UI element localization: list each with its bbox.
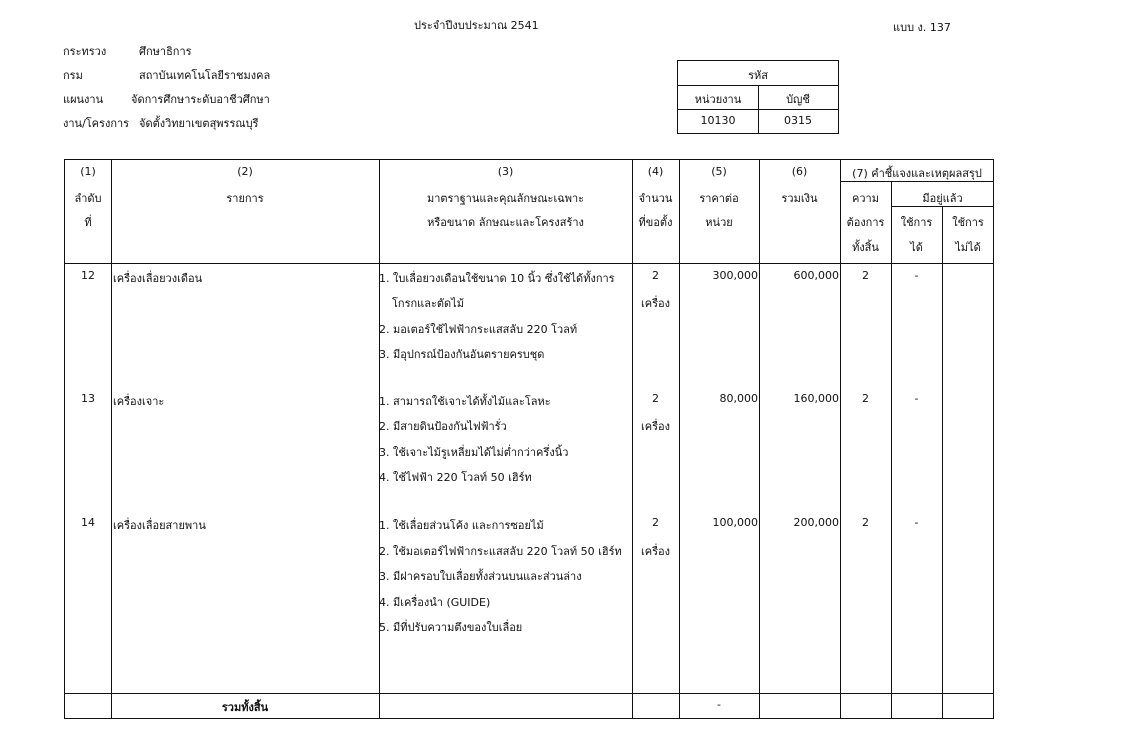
item-usable: - <box>914 516 919 529</box>
item-total: 200,000 <box>793 516 839 529</box>
col-qty-label: จำนวน <box>638 192 673 205</box>
item-spec-line: 1. สามารถใช้เจาะได้ทั้งไม้และโลหะ <box>379 395 551 408</box>
col-price-label: ราคาต่อ <box>699 192 739 205</box>
item-spec-line: 5. มีที่ปรับความตึงของใบเลื่อย <box>379 621 523 634</box>
item-unit-price: 300,000 <box>712 269 758 282</box>
item-spec-line: 2. มีสายดินป้องกันไฟฟ้ารั่ว <box>379 420 507 433</box>
need-label: ความ <box>852 192 879 205</box>
item-spec-line: 3. ใช้เจาะไม้รูเหลี่ยมได้ไม่ต่ำกว่าครึ่งนิ้ว <box>379 446 569 459</box>
item-number: 13 <box>81 392 95 405</box>
usable-label: ใช้การ <box>900 216 933 229</box>
item-need: 2 <box>862 392 869 405</box>
item-name: เครื่องเลื่อยสายพาน <box>113 519 206 532</box>
item-spec-line: 1. ใช้เลื่อยส่วนโค้ง และการซอยไม้ <box>379 519 544 532</box>
col-no-label-2: ที่ <box>84 216 92 229</box>
item-spec-line: 3. มีฝาครอบใบเลื่อยทั้งส่วนบนและส่วนล่าง <box>379 570 582 583</box>
agency-code-value: 10130 <box>700 114 736 127</box>
item-name: เครื่องเลื่อยวงเดือน <box>113 272 203 285</box>
item-total: 160,000 <box>793 392 839 405</box>
unusable-label-2: ไม่ได้ <box>955 241 981 254</box>
ministry-label: กระทรวง <box>63 45 107 58</box>
item-usable: - <box>914 392 919 405</box>
item-spec-line: 4. มีเครื่องนำ (GUIDE) <box>379 596 491 609</box>
code-box <box>677 60 839 134</box>
unusable-label: ใช้การ <box>952 216 984 229</box>
account-code-label: บัญชี <box>786 93 810 106</box>
account-code-value: 0315 <box>784 114 812 127</box>
col-number-7: (7) คำชี้แจงและเหตุผลสรุป <box>852 167 982 180</box>
agency-code-label: หน่วยงาน <box>694 93 742 106</box>
col-number-6: (6) <box>791 165 808 178</box>
department-value: สถาบันเทคโนโลยีราชมงคล <box>139 69 271 82</box>
plan-value: จัดการศึกษาระดับอาชีวศึกษา <box>131 93 270 106</box>
item-qty: 2 <box>652 516 659 529</box>
item-total: 600,000 <box>793 269 839 282</box>
item-unit: เครื่อง <box>640 420 670 433</box>
department-label: กรม <box>63 69 83 82</box>
item-spec-line: โกรกและตัดไม้ <box>392 297 464 310</box>
col-number-2: (2) <box>237 165 253 178</box>
code-title: รหัส <box>748 69 768 82</box>
col-spec-label: มาตราฐานและคุณลักษณะเฉพาะ <box>426 192 585 205</box>
item-need: 2 <box>862 269 869 282</box>
item-unit-price: 80,000 <box>719 392 758 405</box>
budget-table <box>64 159 994 719</box>
plan-label: แผนงาน <box>63 93 104 106</box>
need-label-3: ทั้งสิ้น <box>852 241 879 254</box>
col-number-5: (5) <box>711 165 727 178</box>
col-total-label: รวมเงิน <box>781 192 818 205</box>
need-label-2: ต้องการ <box>846 216 885 229</box>
col-no-label: ลำดับ <box>74 192 102 205</box>
item-usable: - <box>914 269 919 282</box>
item-unit: เครื่อง <box>640 297 670 310</box>
item-spec-line: 2. ใช้มอเตอร์ไฟฟ้ากระแสสลับ 220 โวลท์ 50 เฮิร์ท <box>379 545 622 558</box>
item-number: 12 <box>81 269 95 282</box>
col-item-label: รายการ <box>226 192 264 205</box>
ministry-value: ศึกษาธิการ <box>139 45 192 58</box>
col-number-1: (1) <box>80 165 96 178</box>
grand-total-price: - <box>717 698 721 711</box>
project-label: งาน/โครงการ <box>63 117 130 130</box>
item-spec-line: 4. ใช้ไฟฟ้า 220 โวลท์ 50 เฮิร์ท <box>379 471 532 484</box>
usable-label-2: ได้ <box>910 241 923 254</box>
item-unit: เครื่อง <box>640 545 670 558</box>
item-qty: 2 <box>652 392 659 405</box>
item-spec-line: 2. มอเตอร์ใช้ไฟฟ้ากระแสสลับ 220 โวลท์ <box>379 323 578 336</box>
item-name: เครื่องเจาะ <box>113 395 165 408</box>
grand-total-label: รวมทั้งสิ้น <box>221 701 269 714</box>
form-code: แบบ ง. 137 <box>893 21 951 34</box>
item-unit-price: 100,000 <box>712 516 758 529</box>
item-spec-line: 1. ใบเลื่อยวงเดือนใช้ขนาด 10 นิ้ว ซึ่งใช้ได้ทั้งการ <box>379 272 615 285</box>
project-value: จัดตั้งวิทยาเขตสุพรรณบุรี <box>139 117 259 130</box>
item-qty: 2 <box>652 269 659 282</box>
col-spec-label-2: หรือขนาด ลักษณะและโครงสร้าง <box>427 216 584 229</box>
col-number-4: (4) <box>647 165 664 178</box>
col-qty-label-2: ที่ขอตั้ง <box>638 216 673 229</box>
col-number-3: (3) <box>497 165 514 178</box>
item-number: 14 <box>81 516 95 529</box>
fiscal-year-title: ประจำปีงบประมาณ 2541 <box>414 19 539 32</box>
existing-label: มีอยู่แล้ว <box>922 192 963 205</box>
item-need: 2 <box>862 516 869 529</box>
col-price-label-2: หน่วย <box>705 216 733 229</box>
item-spec-line: 3. มีอุปกรณ์ป้องกันอันตรายครบชุด <box>379 348 545 361</box>
